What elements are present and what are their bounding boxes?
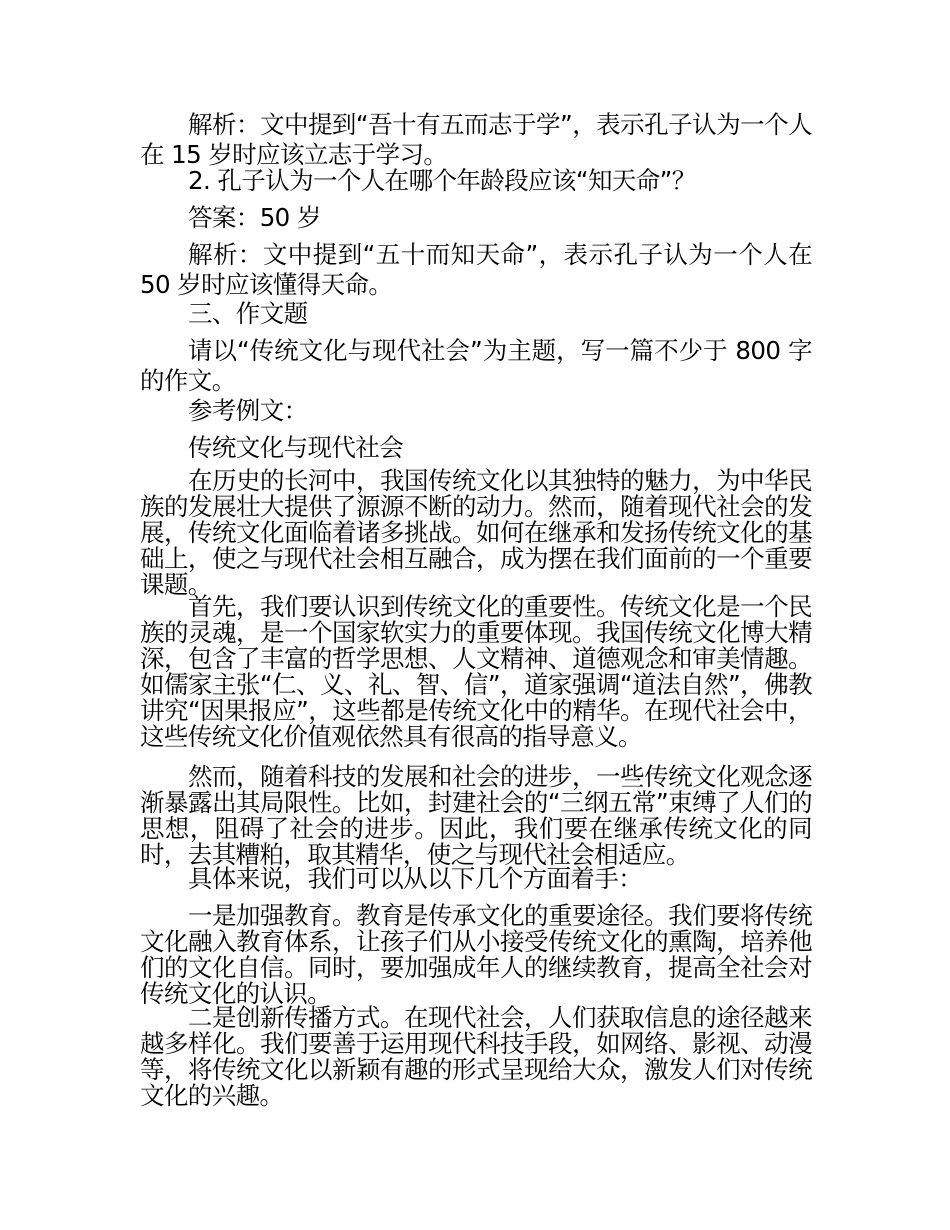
essay-paragraph-1: 在历史的长河中，我国传统文化以其独特的魅力，为中华民族的发展壮大提供了源源不断的动力。然而，随着现代社会的发展，传统文化面临着诸多挑战。如何在继承和发扬传统文化的基础上，使之与现代社会相互融合，成为摆在我们面前的一个重要课题。 [140, 466, 812, 599]
reference-essay-label: 参考例文： [188, 396, 308, 425]
essay-paragraph-3: 然而，随着科技的发展和社会的进步，一些传统文化观念逐渐暴露出其局限性。比如，封建社会的“三纲五常”束缚了人们的思想，阻碍了社会的进步。因此，我们要在继承传统文化的同时，去其糟粕，取其精华，使之与现代社会相适应。 [140, 762, 812, 869]
analysis-paragraph-1: 解析：文中提到“吾十有五而志于学”，表示孔子认为一个人在 15 岁时应该立志于学习。 [140, 110, 812, 169]
essay-paragraph-6: 二是创新传播方式。在现代社会，人们获取信息的途径越来越多样化。我们要善于运用现代科技手段，如网络、影视、动漫等，将传统文化以新颖有趣的形式呈现给大众，激发人们对传统文化的兴趣。 [140, 1003, 812, 1110]
essay-paragraph-2: 首先，我们要认识到传统文化的重要性。传统文化是一个民族的灵魂，是一个国家软实力的重要体现。我国传统文化博大精深，包含了丰富的哲学思想、人文精神、道德观念和审美情趣。如儒家主张“仁、义、礼、智、信”，道家强调“道法自然”，佛教讲究“因果报应”，这些都是传统文化中的精华。在现代社会中，这些传统文化价值观依然具有很高的指导意义。 [140, 592, 812, 751]
answer-2: 答案：50 岁 [188, 203, 321, 232]
analysis-paragraph-2: 解析：文中提到“五十而知天命”，表示孔子认为一个人在 50 岁时应该懂得天命。 [140, 240, 812, 299]
section-heading-essay: 三、作文题 [188, 299, 308, 328]
essay-paragraph-4: 具体来说，我们可以从以下几个方面着手： [188, 864, 643, 893]
essay-title: 传统文化与现代社会 [188, 433, 404, 462]
question-2: 2. 孔子认为一个人在哪个年龄段应该“知天命”？ [188, 166, 696, 195]
essay-prompt: 请以“传统文化与现代社会”为主题，写一篇不少于 800 字的作文。 [140, 336, 812, 395]
essay-paragraph-5: 一是加强教育。教育是传承文化的重要途径。我们要将传统文化融入教育体系，让孩子们从小接受传统文化的熏陶，培养他们的文化自信。同时，要加强成年人的继续教育，提高全社会对传统文化的认识。 [140, 901, 812, 1008]
